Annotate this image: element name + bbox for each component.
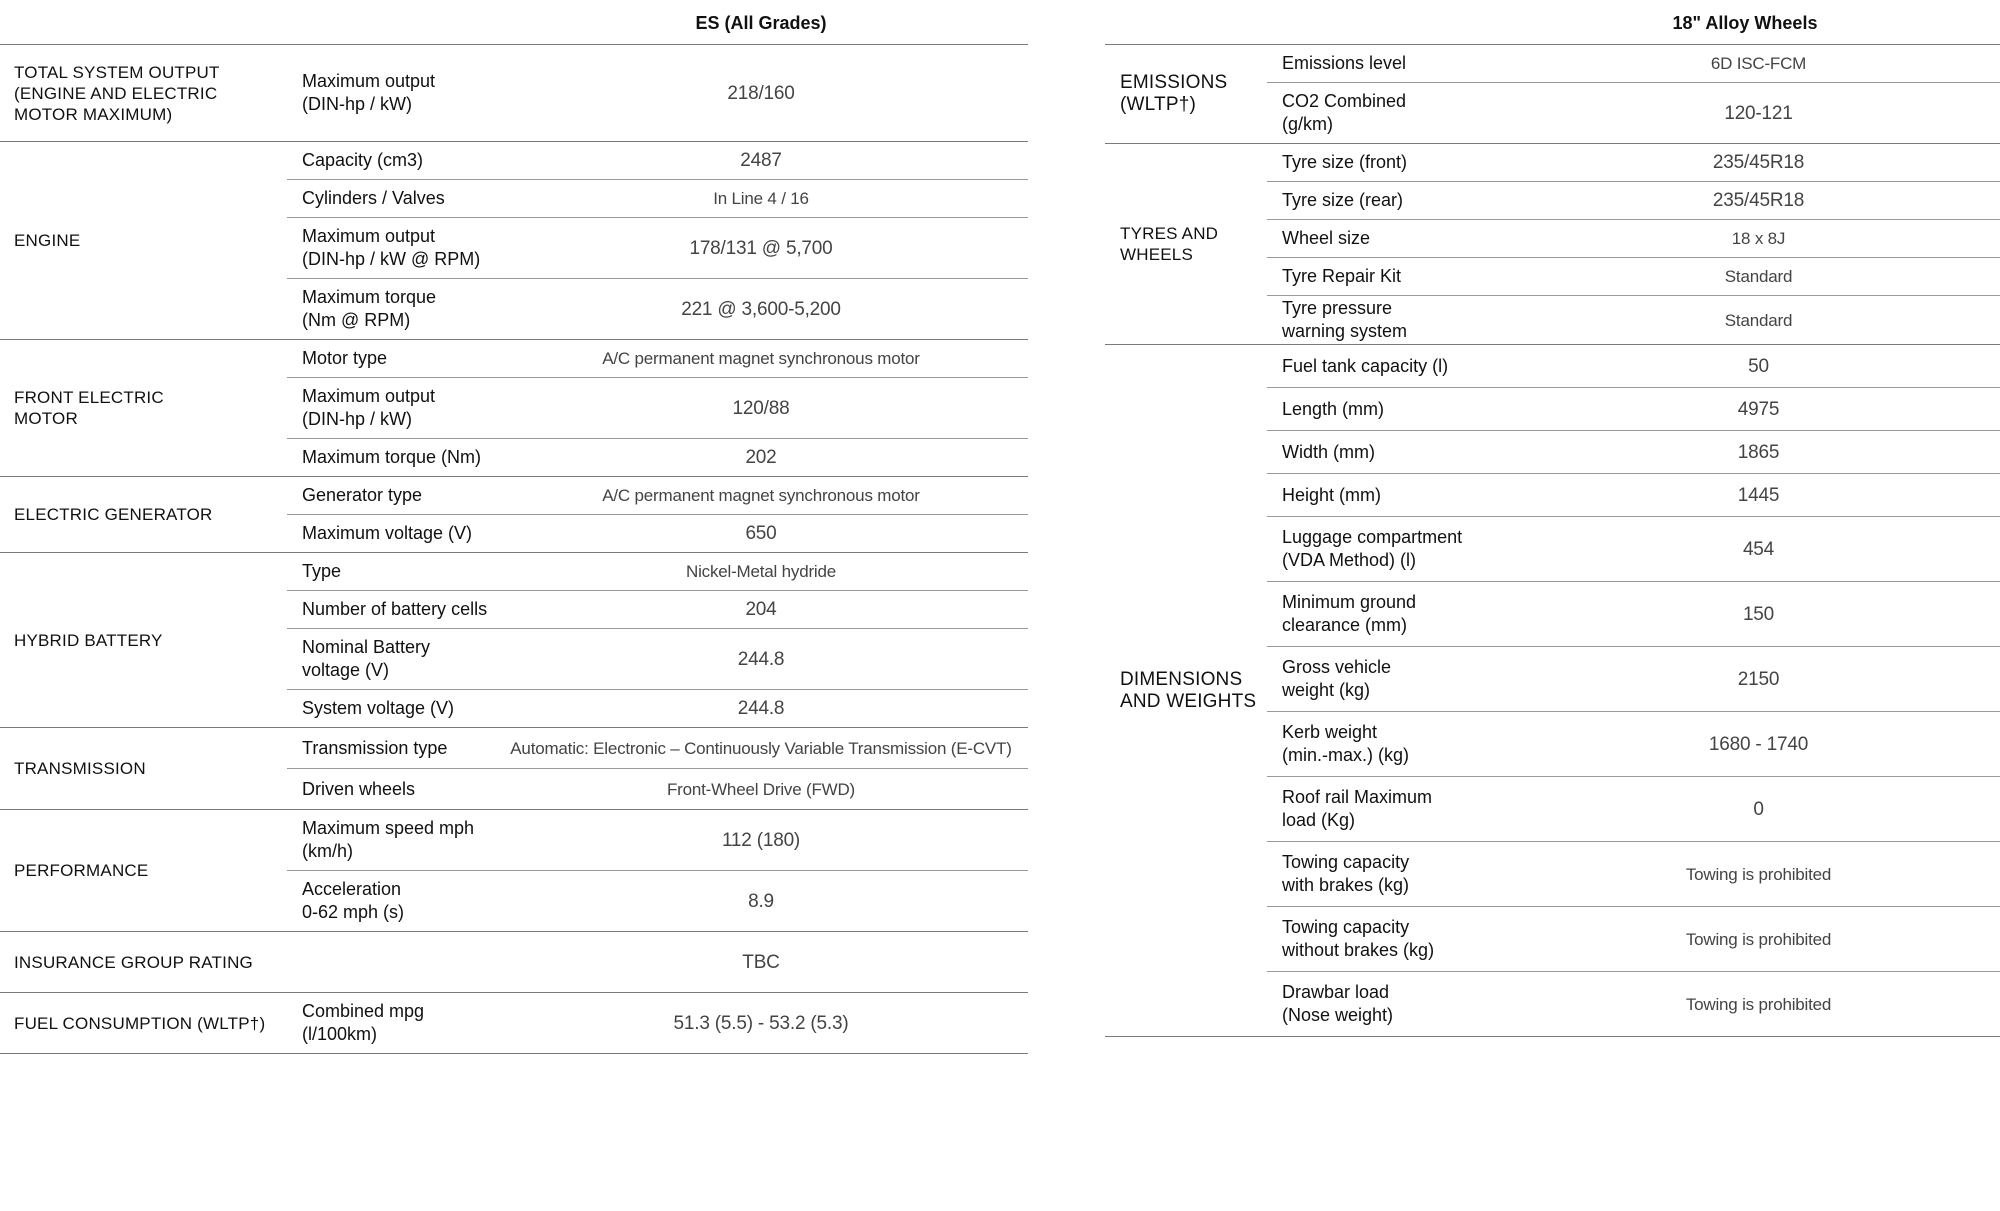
spec-rows — [287, 810, 1028, 931]
spec-label: Generator type — [302, 485, 423, 505]
spec-label: Towing capacity without brakes (kg) — [1282, 917, 1435, 960]
spec-row — [1267, 388, 2000, 431]
right-groups — [1105, 45, 2000, 1037]
spec-label: Maximum voltage (V) — [302, 523, 473, 543]
spec-value: 1865 — [1737, 441, 1780, 463]
spec-label: Drawbar load (Nose weight) — [1282, 982, 1394, 1025]
group-label: ENGINE — [14, 231, 81, 250]
left-spec-table — [0, 0, 1028, 1054]
spec-value: 120/88 — [732, 397, 790, 419]
spec-value: A/C permanent magnet synchronous motor — [602, 486, 920, 505]
spec-group — [1105, 144, 2000, 345]
spec-row — [287, 378, 1028, 439]
spec-value: 0 — [1753, 798, 1764, 820]
spec-row — [1267, 345, 2000, 388]
spec-label: Maximum output (DIN-hp / kW @ RPM) — [302, 226, 481, 269]
spec-row — [1267, 296, 2000, 344]
spec-rows — [287, 45, 1028, 141]
spec-row — [1267, 582, 2000, 647]
spec-row — [287, 553, 1028, 591]
spec-label: Tyre Repair Kit — [1282, 266, 1402, 286]
spec-group — [0, 810, 1028, 932]
spec-row — [287, 439, 1028, 476]
spec-value: Automatic: Electronic – Continuously Variable Transmission (E-CVT) — [510, 738, 1012, 758]
spec-label: Length (mm) — [1282, 398, 1385, 419]
spec-value: 235/45R18 — [1712, 152, 1805, 173]
spec-label: Gross vehicle weight (kg) — [1282, 657, 1392, 700]
spec-value: 650 — [745, 523, 777, 544]
spec-row — [287, 340, 1028, 378]
spec-rows — [1267, 345, 2000, 1036]
spec-row — [1267, 972, 2000, 1036]
spec-value: In Line 4 / 16 — [713, 189, 809, 208]
spec-value: Nickel-Metal hydride — [686, 562, 836, 581]
group-label: ELECTRIC GENERATOR — [14, 505, 213, 524]
spec-row — [287, 769, 1028, 809]
spec-row — [1267, 712, 2000, 777]
spec-rows — [287, 932, 1028, 992]
spec-label: Maximum torque (Nm @ RPM) — [302, 287, 437, 330]
spec-label: Transmission type — [302, 737, 448, 758]
spec-group — [0, 45, 1028, 142]
spec-row — [287, 515, 1028, 552]
right-spec-table — [1105, 0, 2000, 1037]
spec-value: 218/160 — [727, 82, 795, 104]
spec-rows — [287, 553, 1028, 727]
spec-row — [1267, 474, 2000, 517]
spec-value: 235/45R18 — [1712, 190, 1805, 211]
spec-value: 6D ISC-FCM — [1710, 54, 1807, 73]
group-label: INSURANCE GROUP RATING — [14, 952, 253, 972]
spec-label: Tyre pressure warning system — [1282, 298, 1408, 341]
spec-label: Roof rail Maximum load (Kg) — [1282, 787, 1433, 830]
spec-row — [1267, 144, 2000, 182]
spec-value: 112 (180) — [721, 829, 801, 851]
spec-label: Fuel tank capacity (l) — [1282, 355, 1449, 376]
spec-value: Towing is prohibited — [1685, 994, 1832, 1014]
spec-rows — [287, 477, 1028, 552]
spec-label: Maximum output (DIN-hp / kW) — [302, 71, 436, 114]
spec-row — [1267, 220, 2000, 258]
spec-label: Emissions level — [1282, 53, 1407, 73]
spec-row — [287, 142, 1028, 180]
group-label: HYBRID BATTERY — [14, 630, 163, 650]
spec-row — [1267, 777, 2000, 842]
spec-value: Front-Wheel Drive (FWD) — [666, 779, 856, 799]
right-header-title: 18" Alloy Wheels — [1672, 13, 1818, 33]
spec-label: System voltage (V) — [302, 698, 455, 718]
spec-label: Acceleration 0-62 mph (s) — [302, 879, 405, 922]
spec-row — [287, 871, 1028, 931]
spec-value: 1445 — [1737, 484, 1780, 506]
spec-value: 2487 — [740, 150, 782, 171]
spec-group — [1105, 345, 2000, 1037]
spec-value: 18 x 8J — [1731, 229, 1786, 248]
spec-value: 1680 - 1740 — [1708, 733, 1809, 755]
spec-rows — [1267, 45, 2000, 143]
spec-value: Towing is prohibited — [1685, 929, 1832, 949]
spec-row — [1267, 258, 2000, 296]
spec-row — [287, 218, 1028, 279]
spec-group — [1105, 45, 2000, 144]
spec-value: A/C permanent magnet synchronous motor — [602, 349, 920, 368]
spec-label: Capacity (cm3) — [302, 150, 424, 170]
spec-row — [287, 993, 1028, 1053]
spec-row — [287, 690, 1028, 727]
spec-group — [0, 142, 1028, 340]
spec-row — [1267, 431, 2000, 474]
spec-label: Luggage compartment (VDA Method) (l) — [1282, 527, 1463, 570]
spec-rows — [287, 142, 1028, 339]
right-table-header — [1105, 0, 2000, 45]
group-label: DIMENSIONS AND WEIGHTS — [1120, 668, 1257, 712]
spec-row — [287, 728, 1028, 769]
spec-group — [0, 340, 1028, 477]
spec-group — [0, 932, 1028, 993]
group-label: PERFORMANCE — [14, 861, 149, 880]
spec-value: Towing is prohibited — [1685, 864, 1832, 884]
spec-row — [1267, 647, 2000, 712]
spec-label: Motor type — [302, 348, 388, 368]
left-table-header — [0, 0, 1028, 45]
spec-row — [287, 45, 1028, 141]
spec-value: 120-121 — [1724, 102, 1793, 124]
spec-value: 454 — [1742, 538, 1775, 560]
spec-label: Driven wheels — [302, 778, 416, 799]
group-label: EMISSIONS (WLTP†) — [1120, 72, 1228, 115]
spec-label: Maximum torque (Nm) — [302, 447, 482, 467]
spec-label: Type — [302, 561, 342, 581]
spec-label: Tyre size (front) — [1282, 152, 1408, 172]
spec-group — [0, 728, 1028, 810]
spec-label: Minimum ground clearance (mm) — [1282, 592, 1417, 635]
spec-group — [0, 553, 1028, 728]
spec-value: 204 — [745, 599, 777, 620]
spec-row — [1267, 907, 2000, 972]
spec-value: 8.9 — [748, 890, 774, 912]
spec-value: 150 — [1742, 603, 1775, 625]
spec-group — [0, 477, 1028, 553]
group-label: TOTAL SYSTEM OUTPUT (ENGINE AND ELECTRIC MOTOR MAXIMUM) — [14, 62, 220, 124]
spec-value: 221 @ 3,600-5,200 — [681, 298, 841, 320]
spec-row — [287, 629, 1028, 690]
spec-group — [0, 993, 1028, 1054]
spec-label: Tyre size (rear) — [1282, 190, 1404, 210]
spec-value: 244.8 — [737, 648, 785, 670]
spec-row — [287, 932, 1028, 992]
spec-value: 202 — [745, 447, 777, 468]
spec-label: Nominal Battery voltage (V) — [302, 637, 431, 680]
spec-label: Maximum speed mph (km/h) — [302, 818, 475, 861]
spec-row — [287, 810, 1028, 871]
spec-row — [1267, 45, 2000, 83]
spec-rows — [287, 993, 1028, 1053]
spec-label: Kerb weight (min.-max.) (kg) — [1282, 722, 1409, 765]
spec-row — [1267, 517, 2000, 582]
spec-label: Maximum output (DIN-hp / kW) — [302, 386, 436, 429]
spec-row — [287, 180, 1028, 218]
spec-rows — [1267, 144, 2000, 344]
spec-value: 50 — [1748, 355, 1769, 377]
spec-row — [287, 477, 1028, 515]
spec-value: Standard — [1724, 267, 1793, 286]
spec-value: 51.3 (5.5) - 53.2 (5.3) — [673, 1012, 849, 1034]
group-label: TYRES AND WHEELS — [1120, 224, 1219, 264]
left-groups — [0, 45, 1028, 1054]
spec-label: Combined mpg (l/100km) — [302, 1001, 425, 1044]
spec-row — [1267, 182, 2000, 220]
spec-rows — [287, 728, 1028, 809]
spec-label: Cylinders / Valves — [302, 188, 445, 208]
spec-row — [1267, 842, 2000, 907]
spec-label: Height (mm) — [1282, 484, 1382, 505]
spec-value: Standard — [1724, 310, 1793, 330]
spec-row — [287, 591, 1028, 629]
group-label: FRONT ELECTRIC MOTOR — [14, 388, 164, 428]
spec-row — [287, 279, 1028, 339]
group-label: FUEL CONSUMPTION (WLTP†) — [14, 1013, 266, 1033]
group-label: TRANSMISSION — [14, 759, 146, 778]
spec-label: Width (mm) — [1282, 441, 1375, 462]
spec-label: Wheel size — [1282, 228, 1371, 248]
spec-value: TBC — [742, 951, 780, 973]
spec-label: CO2 Combined (g/km) — [1282, 91, 1407, 134]
left-header-title: ES (All Grades) — [695, 13, 827, 33]
spec-value: 244.8 — [737, 698, 785, 719]
spec-value: 2150 — [1737, 668, 1780, 690]
spec-value: 4975 — [1737, 398, 1780, 420]
spec-row — [1267, 83, 2000, 143]
spec-label: Towing capacity with brakes (kg) — [1282, 852, 1410, 895]
spec-value: 178/131 @ 5,700 — [689, 237, 833, 259]
spec-label: Number of battery cells — [302, 599, 488, 619]
spec-rows — [287, 340, 1028, 476]
